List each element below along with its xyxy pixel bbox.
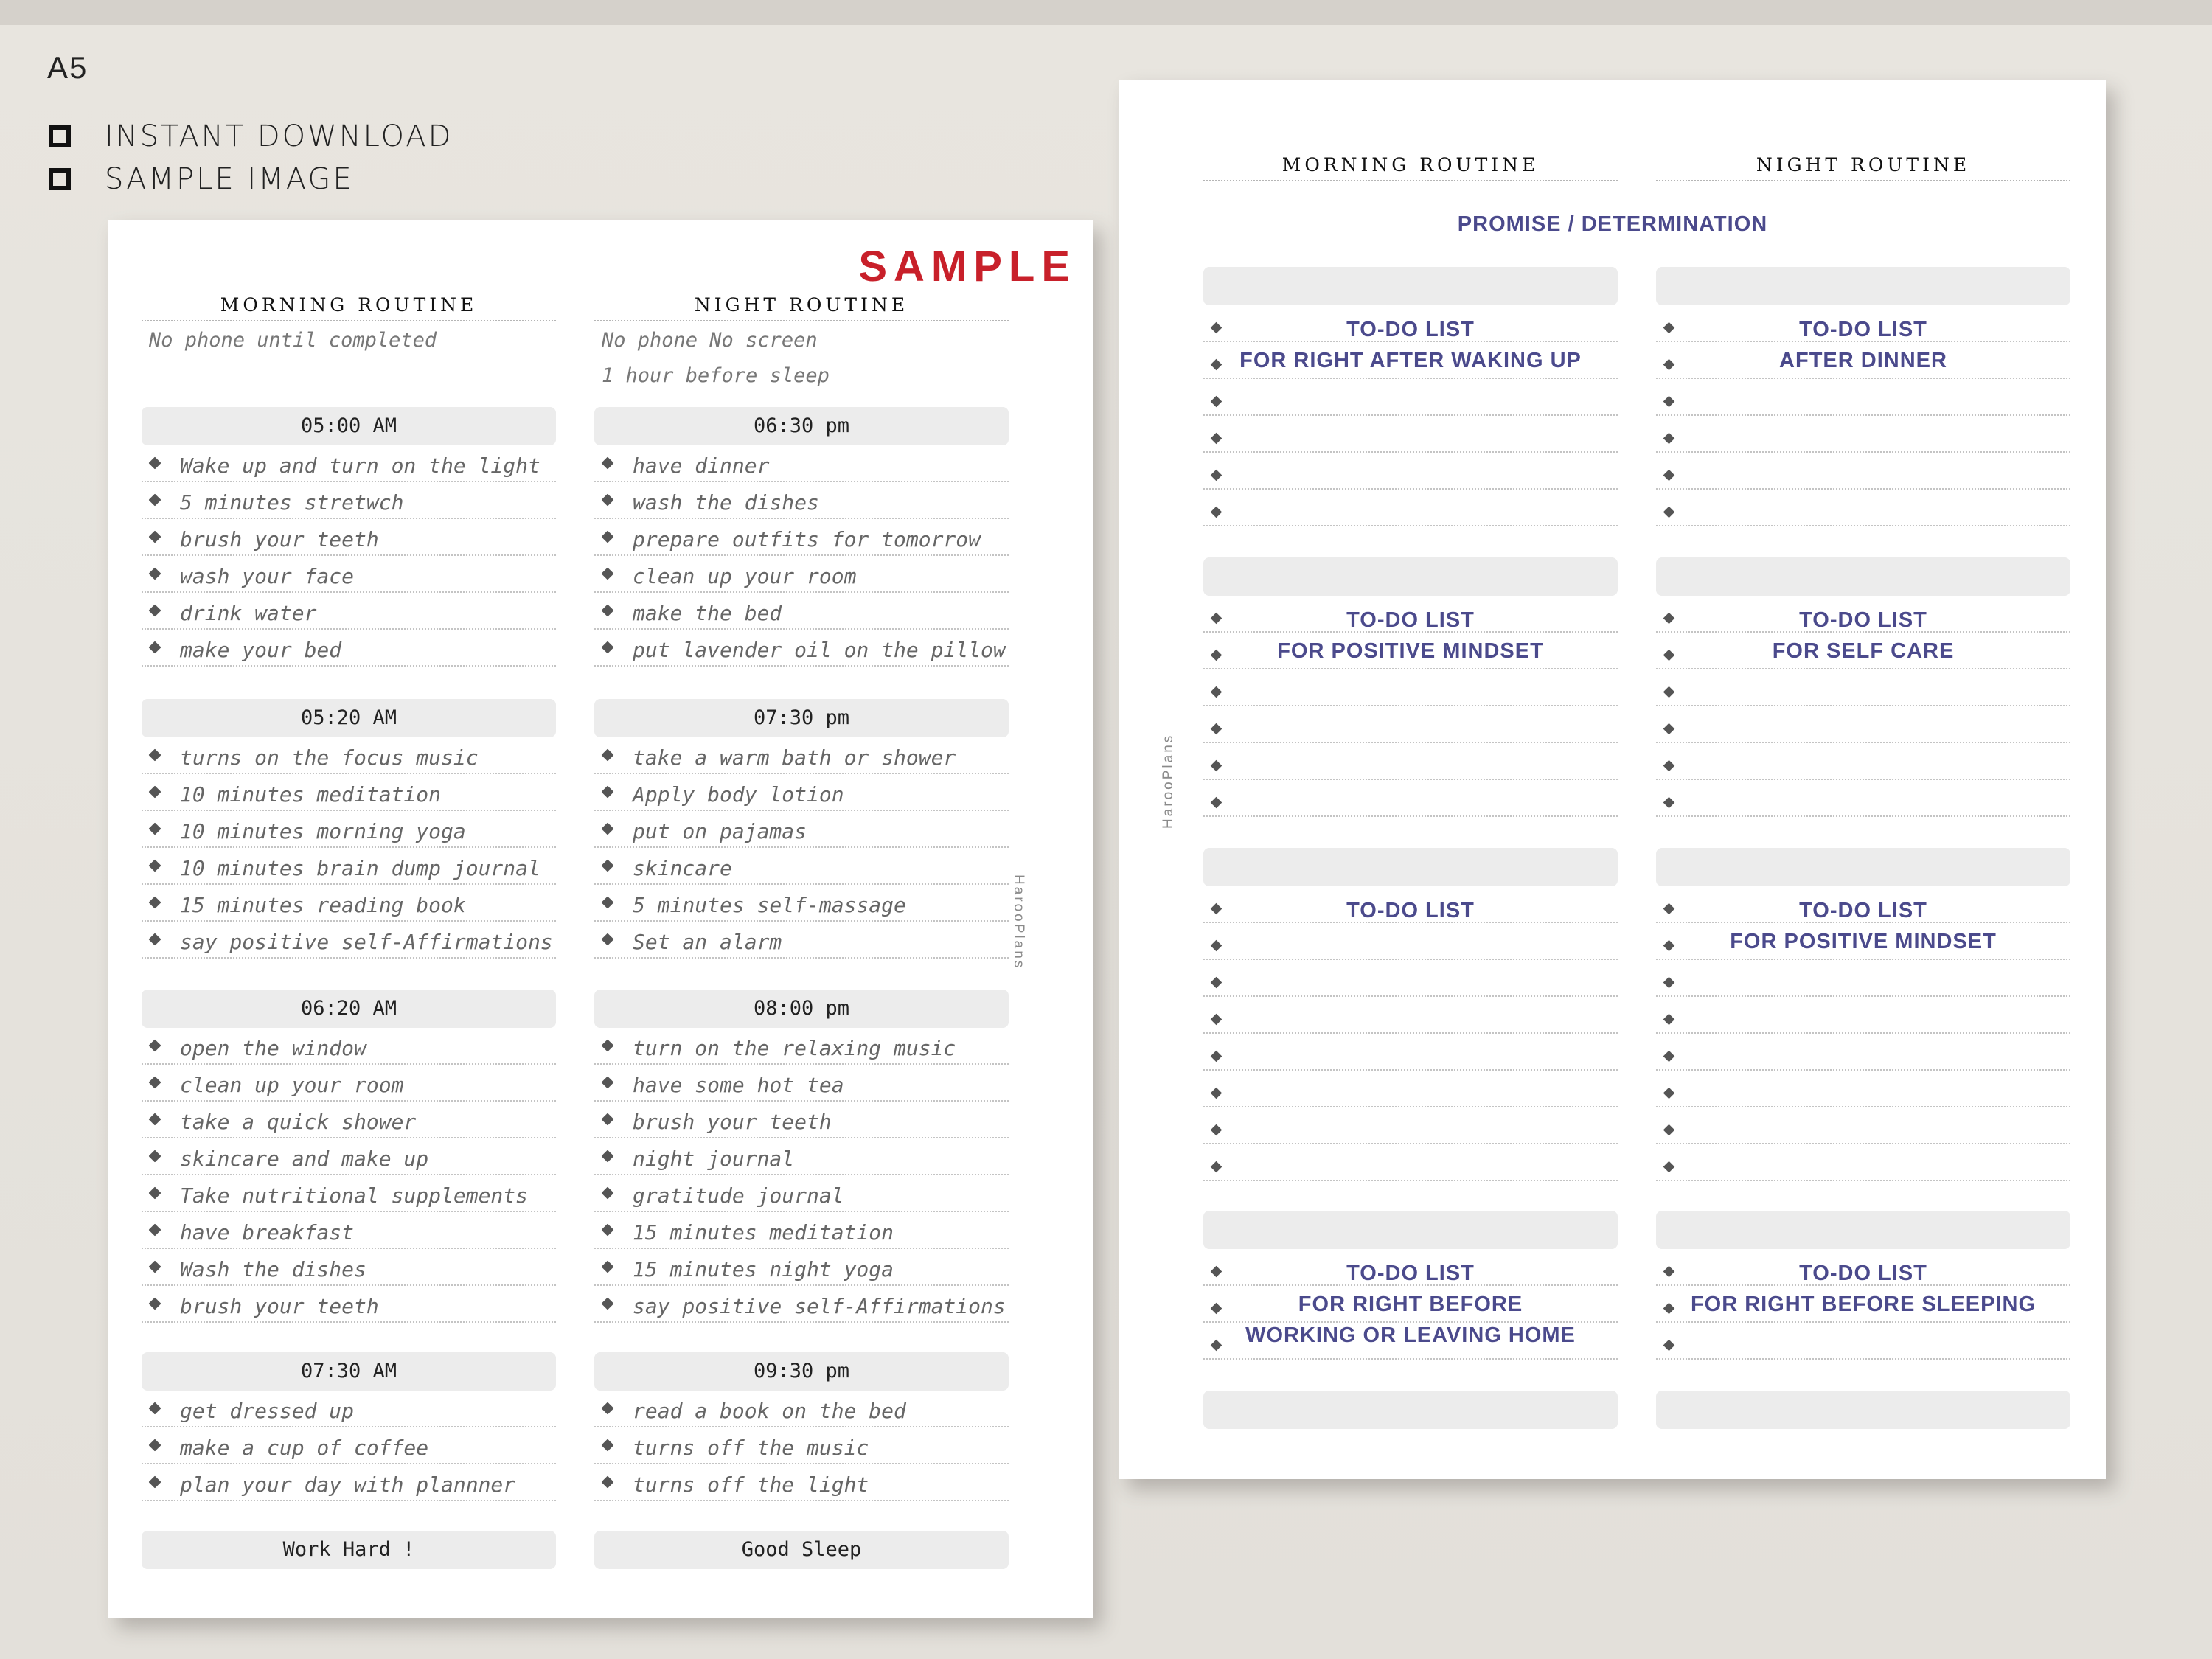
bullet-diamond-icon: [149, 641, 161, 654]
bullet-diamond-icon: [1211, 1051, 1222, 1062]
bullet-diamond-icon: [1663, 396, 1675, 408]
task-text: plan your day with plannner: [180, 1472, 516, 1497]
bullet-diamond-icon: [602, 494, 614, 507]
bullet-diamond-icon: [602, 897, 614, 909]
task-text: Apply body lotion: [633, 782, 844, 807]
bullet-diamond-icon: [1663, 1051, 1675, 1062]
paper-size-label: A5: [47, 50, 88, 85]
task-row: [594, 1102, 1009, 1138]
task-row: [594, 848, 1009, 885]
task-text: clean up your room: [180, 1073, 404, 1097]
todo-block: [1656, 305, 2070, 526]
todo-row[interactable]: [1656, 416, 2070, 453]
bullet-diamond-icon: [602, 1476, 614, 1489]
todo-row[interactable]: [1656, 1034, 2070, 1071]
task-text: open the window: [180, 1036, 366, 1060]
task-row: [594, 922, 1009, 959]
task-text: brush your teeth: [180, 1294, 379, 1318]
task-text: 10 minutes morning yoga: [180, 819, 466, 844]
bullet-diamond-icon: [149, 1476, 161, 1489]
bullet-diamond-icon: [602, 823, 614, 835]
task-list: [142, 737, 556, 959]
todo-block: [1656, 886, 2070, 1181]
task-row: [594, 1391, 1009, 1427]
todo-title-line: TO-DO LIST: [1346, 899, 1475, 922]
blank-time-bar[interactable]: [1656, 848, 2070, 886]
bullet-diamond-icon: [149, 1224, 161, 1237]
time-slot-bar: 06:30 pm: [594, 407, 1009, 445]
task-row: [594, 1249, 1009, 1286]
todo-row[interactable]: [1656, 1071, 2070, 1107]
task-text: turn on the relaxing music: [633, 1036, 956, 1060]
promise-determination-title: PROMISE / DETERMINATION: [1457, 212, 1768, 236]
closing-bar: Work Hard !: [142, 1531, 556, 1569]
todo-row[interactable]: [1203, 743, 1618, 780]
task-text: make your bed: [180, 638, 342, 662]
bullet-diamond-icon: [149, 749, 161, 762]
task-row: [142, 1212, 556, 1249]
task-text: skincare and make up: [180, 1147, 429, 1171]
bullet-diamond-icon: [1663, 1088, 1675, 1099]
bullet-diamond-icon: [602, 1187, 614, 1200]
bullet-diamond-icon: [1663, 686, 1675, 698]
bullet-diamond-icon: [602, 1150, 614, 1163]
bullet-diamond-icon: [602, 1077, 614, 1089]
bullet-diamond-icon: [149, 568, 161, 580]
task-row: [142, 1427, 556, 1464]
todo-title-line: TO-DO LIST: [1799, 608, 1927, 632]
bullet-diamond-icon: [602, 786, 614, 799]
bullet-diamond-icon: [149, 860, 161, 872]
task-row: [142, 885, 556, 922]
time-slot-bar: 08:00 pm: [594, 990, 1009, 1028]
bullet-diamond-icon: [149, 1077, 161, 1089]
column-heading: MORNING ROUTINE: [142, 291, 556, 321]
time-slot-bar: 05:00 AM: [142, 407, 556, 445]
task-text: turns on the focus music: [180, 745, 479, 770]
task-row: [142, 630, 556, 667]
task-list: [142, 1391, 556, 1501]
bullet-diamond-icon: [149, 1113, 161, 1126]
bullet-diamond-icon: [149, 1439, 161, 1452]
checkbox-icon: [49, 125, 71, 147]
bullet-diamond-icon: [1663, 507, 1675, 518]
todo-row[interactable]: [1203, 379, 1618, 416]
bullet-diamond-icon: [149, 1150, 161, 1163]
task-text: turns off the music: [633, 1436, 869, 1460]
todo-title-line: FOR RIGHT BEFORE: [1298, 1293, 1523, 1316]
task-row: [594, 1175, 1009, 1212]
closing-bar: Good Sleep: [594, 1531, 1009, 1569]
bullet-diamond-icon: [1211, 686, 1222, 698]
todo-row[interactable]: [1656, 669, 2070, 706]
task-text: clean up your room: [633, 564, 857, 588]
todo-row[interactable]: [1203, 780, 1618, 817]
todo-row[interactable]: [1656, 453, 2070, 490]
task-list: [594, 1028, 1009, 1323]
task-row: [142, 1249, 556, 1286]
bullet-diamond-icon: [1663, 1124, 1675, 1136]
todo-title-line: TO-DO LIST: [1799, 899, 1927, 922]
task-row: [142, 1102, 556, 1138]
task-text: wash the dishes: [633, 490, 819, 515]
task-list: [594, 737, 1009, 959]
bullet-diamond-icon: [1663, 433, 1675, 445]
todo-title-line: AFTER DINNER: [1779, 349, 1947, 372]
task-text: make a cup of coffee: [180, 1436, 429, 1460]
task-row: [142, 737, 556, 774]
task-text: 5 minutes stretwch: [180, 490, 404, 515]
morning-routine-column: [142, 291, 556, 1603]
todo-block: [1656, 1249, 2070, 1360]
task-row: [594, 1028, 1009, 1065]
task-row: [594, 1286, 1009, 1323]
bullet-diamond-icon: [602, 860, 614, 872]
brand-watermark: HarooPlans: [1011, 874, 1026, 970]
task-row: [594, 1212, 1009, 1249]
task-text: put on pajamas: [633, 819, 807, 844]
todo-block: [1203, 596, 1618, 817]
task-text: wash your face: [180, 564, 355, 588]
task-text: brush your teeth: [633, 1110, 832, 1134]
bullet-diamond-icon: [1663, 797, 1675, 809]
bullet-diamond-icon: [1663, 1340, 1675, 1352]
todo-row[interactable]: [1656, 780, 2070, 817]
task-text: put lavender oil on the pillow: [633, 638, 1006, 662]
bullet-diamond-icon: [149, 786, 161, 799]
todo-title-line: TO-DO LIST: [1346, 318, 1475, 341]
task-row: [142, 593, 556, 630]
bullet-diamond-icon: [1663, 1161, 1675, 1173]
task-list: [142, 1028, 556, 1323]
bullet-diamond-icon: [149, 605, 161, 617]
task-row: [594, 482, 1009, 519]
bullet-diamond-icon: [149, 1187, 161, 1200]
todo-block: [1203, 886, 1618, 1181]
sample-stamp: SAMPLE: [858, 243, 1077, 291]
todo-row[interactable]: [1203, 1034, 1618, 1071]
todo-title-line: TO-DO LIST: [1346, 1262, 1475, 1285]
bullet-diamond-icon: [602, 1224, 614, 1237]
task-text: skincare: [633, 856, 732, 880]
routine-note: 1 hour before sleep: [602, 364, 830, 387]
bullet-diamond-icon: [149, 823, 161, 835]
task-row: [594, 556, 1009, 593]
todo-title-line: FOR RIGHT AFTER WAKING UP: [1239, 349, 1582, 372]
bullet-diamond-icon: [149, 1040, 161, 1052]
bullet-diamond-icon: [1663, 760, 1675, 772]
bullet-diamond-icon: [602, 933, 614, 946]
task-text: Set an alarm: [633, 930, 782, 954]
todo-row[interactable]: [1203, 1107, 1618, 1144]
bullet-diamond-icon: [1211, 1014, 1222, 1026]
task-row: [142, 1028, 556, 1065]
bullet-diamond-icon: [1663, 977, 1675, 989]
task-row: [142, 1175, 556, 1212]
todo-title-line: TO-DO LIST: [1799, 318, 1927, 341]
task-text: read a book on the bed: [633, 1399, 906, 1423]
task-row: [594, 737, 1009, 774]
todo-title-line: WORKING OR LEAVING HOME: [1245, 1324, 1576, 1347]
bullet-diamond-icon: [149, 897, 161, 909]
todo-block: [1203, 1249, 1618, 1360]
routine-note: No phone until completed: [149, 329, 437, 352]
bullet-diamond-icon: [1211, 470, 1222, 481]
blank-time-bar[interactable]: [1203, 1211, 1618, 1249]
task-text: take a quick shower: [180, 1110, 417, 1134]
task-row: [142, 519, 556, 556]
todo-row[interactable]: [1656, 706, 2070, 743]
bullet-diamond-icon: [1211, 1088, 1222, 1099]
bullet-diamond-icon: [602, 531, 614, 543]
task-text: prepare outfits for tomorrow: [633, 527, 981, 552]
todo-row[interactable]: [1656, 490, 2070, 526]
bullet-diamond-icon: [1211, 1161, 1222, 1173]
task-row: [142, 445, 556, 482]
task-text: take a warm bath or shower: [633, 745, 956, 770]
task-text: brush your teeth: [180, 527, 379, 552]
task-text: have dinner: [633, 453, 770, 478]
task-row: [594, 885, 1009, 922]
task-row: [142, 922, 556, 959]
task-text: turns off the light: [633, 1472, 869, 1497]
todo-row[interactable]: [1656, 379, 2070, 416]
task-row: [142, 1391, 556, 1427]
bullet-diamond-icon: [602, 568, 614, 580]
task-text: gratitude journal: [633, 1183, 844, 1208]
task-list: [142, 445, 556, 667]
blank-time-bar[interactable]: [1203, 557, 1618, 596]
task-row: [142, 1464, 556, 1501]
bullet-diamond-icon: [602, 1298, 614, 1310]
bullet-diamond-icon: [602, 1402, 614, 1415]
task-text: Take nutritional supplements: [180, 1183, 529, 1208]
task-list: [594, 1391, 1009, 1501]
bullet-diamond-icon: [1211, 1124, 1222, 1136]
task-text: make the bed: [633, 601, 782, 625]
task-text: 15 minutes night yoga: [633, 1257, 894, 1281]
task-text: 5 minutes self-massage: [633, 893, 906, 917]
task-row: [594, 593, 1009, 630]
task-list: [594, 445, 1009, 667]
time-slot-bar: 06:20 AM: [142, 990, 556, 1028]
blank-time-bar[interactable]: [1203, 267, 1618, 305]
task-text: have some hot tea: [633, 1073, 844, 1097]
task-text: 10 minutes brain dump journal: [180, 856, 540, 880]
todo-row[interactable]: [1203, 453, 1618, 490]
task-text: say positive self-Affirmations: [180, 930, 553, 954]
todo-row[interactable]: [1203, 1144, 1618, 1181]
bullet-diamond-icon: [1211, 507, 1222, 518]
blank-planner-page: [1119, 80, 2106, 1479]
task-text: Wash the dishes: [180, 1257, 366, 1281]
task-text: Wake up and turn on the light: [180, 453, 540, 478]
bullet-diamond-icon: [1211, 797, 1222, 809]
brand-watermark: HarooPlans: [1161, 733, 1176, 829]
night-routine-column: [594, 291, 1009, 1603]
blank-time-bar[interactable]: [1656, 267, 2070, 305]
bullet-diamond-icon: [1211, 940, 1222, 952]
task-row: [142, 774, 556, 811]
time-slot-bar: 09:30 pm: [594, 1352, 1009, 1391]
task-text: 15 minutes meditation: [633, 1220, 894, 1245]
todo-row[interactable]: [1203, 1071, 1618, 1107]
column-heading: NIGHT ROUTINE: [1656, 150, 2070, 181]
task-row: [142, 1065, 556, 1102]
blank-closing-bar[interactable]: [1656, 1391, 2070, 1429]
bullet-diamond-icon: [602, 457, 614, 470]
todo-row[interactable]: [1203, 416, 1618, 453]
task-row: [594, 1065, 1009, 1102]
todo-row[interactable]: [1656, 1144, 2070, 1181]
task-row: [142, 482, 556, 519]
task-text: night journal: [633, 1147, 795, 1171]
bullet-diamond-icon: [149, 1402, 161, 1415]
task-text: 10 minutes meditation: [180, 782, 442, 807]
blank-time-bar[interactable]: [1656, 1211, 2070, 1249]
todo-row[interactable]: [1656, 743, 2070, 780]
blank-closing-bar[interactable]: [1203, 1391, 1618, 1429]
task-row: [142, 1138, 556, 1175]
blank-time-bar[interactable]: [1656, 557, 2070, 596]
bullet-diamond-icon: [149, 933, 161, 946]
todo-row[interactable]: [1656, 960, 2070, 997]
bullet-diamond-icon: [1211, 396, 1222, 408]
task-text: 15 minutes reading book: [180, 893, 466, 917]
bullet-diamond-icon: [1663, 470, 1675, 481]
bullet-diamond-icon: [1663, 1014, 1675, 1026]
bullet-diamond-icon: [149, 1298, 161, 1310]
task-row: [594, 630, 1009, 667]
bullet-diamond-icon: [1663, 723, 1675, 735]
bullet-diamond-icon: [602, 1113, 614, 1126]
time-slot-bar: 05:20 AM: [142, 699, 556, 737]
morning-todo-column: [1203, 80, 1618, 1479]
task-row: [594, 811, 1009, 848]
todo-row[interactable]: [1656, 1323, 2070, 1360]
time-slot-bar: 07:30 pm: [594, 699, 1009, 737]
blank-time-bar[interactable]: [1203, 848, 1618, 886]
task-row: [142, 556, 556, 593]
task-row: [594, 774, 1009, 811]
bullet-diamond-icon: [149, 531, 161, 543]
task-row: [142, 811, 556, 848]
feature-sample-image: [49, 161, 354, 198]
todo-row[interactable]: [1203, 997, 1618, 1034]
task-row: [142, 848, 556, 885]
todo-row[interactable]: [1203, 960, 1618, 997]
task-text: say positive self-Affirmations: [633, 1294, 1006, 1318]
bullet-diamond-icon: [1211, 723, 1222, 735]
todo-block: [1203, 305, 1618, 526]
bullet-diamond-icon: [602, 641, 614, 654]
task-text: drink water: [180, 601, 317, 625]
bullet-diamond-icon: [149, 1261, 161, 1273]
bullet-diamond-icon: [602, 1261, 614, 1273]
bullet-diamond-icon: [1211, 977, 1222, 989]
task-text: get dressed up: [180, 1399, 355, 1423]
task-text: have breakfast: [180, 1220, 355, 1245]
todo-row[interactable]: [1203, 706, 1618, 743]
feature-label: INSTANT DOWNLOAD: [105, 119, 453, 153]
todo-row[interactable]: [1656, 1107, 2070, 1144]
bullet-diamond-icon: [602, 605, 614, 617]
bullet-diamond-icon: [602, 1040, 614, 1052]
bullet-diamond-icon: [602, 1439, 614, 1452]
todo-block: [1656, 596, 2070, 817]
todo-title-line: FOR RIGHT BEFORE SLEEPING: [1690, 1293, 2037, 1316]
column-heading: MORNING ROUTINE: [1203, 150, 1618, 181]
bullet-diamond-icon: [1211, 433, 1222, 445]
todo-title-line: FOR POSITIVE MINDSET: [1730, 930, 1997, 953]
todo-row[interactable]: [1656, 997, 2070, 1034]
todo-title-line: FOR SELF CARE: [1772, 639, 1955, 663]
time-slot-bar: 07:30 AM: [142, 1352, 556, 1391]
feature-label: SAMPLE IMAGE: [105, 162, 354, 196]
night-todo-column: [1656, 80, 2070, 1479]
task-row: [594, 1427, 1009, 1464]
bullet-diamond-icon: [149, 457, 161, 470]
bullet-diamond-icon: [1211, 760, 1222, 772]
todo-title-line: TO-DO LIST: [1799, 1262, 1927, 1285]
task-row: [142, 1286, 556, 1323]
todo-row[interactable]: [1203, 923, 1618, 960]
todo-row[interactable]: [1203, 490, 1618, 526]
task-row: [594, 445, 1009, 482]
column-heading: NIGHT ROUTINE: [594, 291, 1009, 321]
task-row: [594, 519, 1009, 556]
bullet-diamond-icon: [149, 494, 161, 507]
checkbox-icon: [49, 168, 71, 190]
todo-row[interactable]: [1203, 669, 1618, 706]
sample-planner-page: [108, 220, 1093, 1618]
feature-instant-download: [49, 118, 453, 155]
task-row: [594, 1464, 1009, 1501]
top-band: [0, 0, 2212, 25]
task-row: [594, 1138, 1009, 1175]
routine-note: No phone No screen: [602, 329, 818, 352]
bullet-diamond-icon: [602, 749, 614, 762]
todo-title-line: TO-DO LIST: [1346, 608, 1475, 632]
todo-title-line: FOR POSITIVE MINDSET: [1277, 639, 1544, 663]
